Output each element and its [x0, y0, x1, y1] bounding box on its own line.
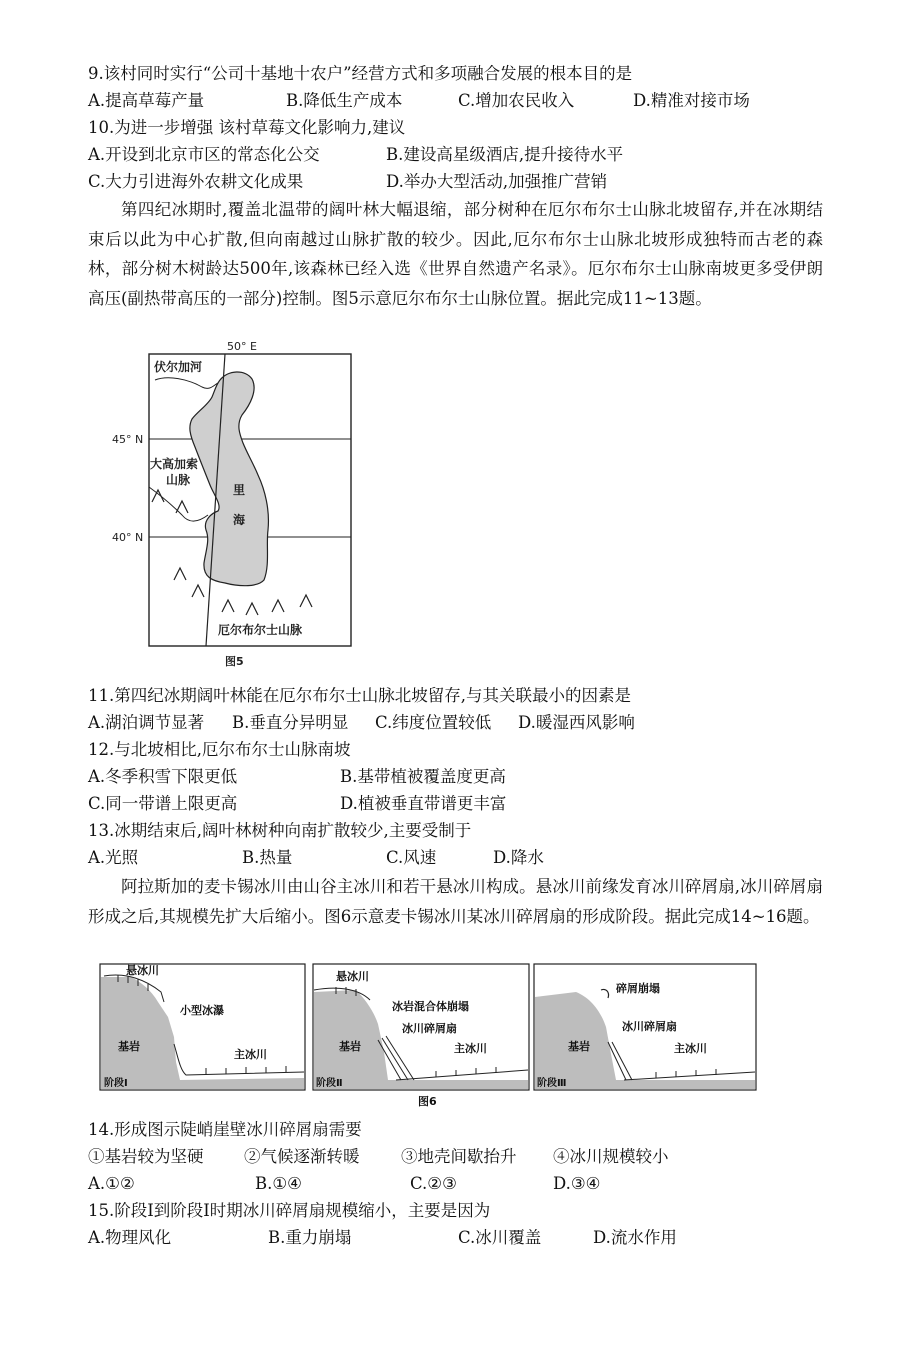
q15-stem: 15.阶段Ⅰ到阶段Ⅰ时期冰川碎屑扇规模缩小，主要是因为	[88, 1201, 491, 1220]
q14-option-a: A.①②	[88, 1174, 135, 1193]
stage-2-hanging-label: 悬冰川	[336, 970, 369, 983]
stage-2-bedrock-label: 基岩	[339, 1040, 361, 1053]
figure-6-caption: 图6	[418, 1095, 437, 1108]
caspian-label-1: 里	[233, 483, 246, 497]
q9-option-a: A.提高草莓产量	[88, 91, 205, 110]
lat-40-label: 40° N	[112, 531, 144, 544]
figure-6-stages	[96, 962, 761, 1110]
q13-option-a: A.光照	[88, 848, 139, 867]
q10-option-a: A.开设到北京市区的常态化公交	[88, 145, 320, 164]
q10-option-c: C.大力引进海外农耕文化成果	[88, 172, 304, 191]
q12-stem: 12.与北坡相比,厄尔布尔士山脉南坡	[88, 740, 351, 759]
stage-2-main-label: 主冰川	[454, 1042, 487, 1055]
q14-option-c: C.②③	[410, 1174, 457, 1193]
stage-1-hanging-label: 悬冰川	[126, 964, 159, 977]
q15-option-b: B.重力崩塌	[268, 1228, 352, 1247]
caucasus-label-1: 大高加索	[150, 457, 199, 471]
stage-3-panel	[534, 964, 756, 1090]
stage-3-main-label: 主冰川	[674, 1042, 707, 1055]
q13-option-d: D.降水	[493, 848, 544, 867]
q13-option-c: C.风速	[386, 848, 437, 867]
q14-option-b: B.①④	[255, 1174, 302, 1193]
q9-option-b: B.降低生产成本	[286, 91, 403, 110]
q15-option-d: D.流水作用	[593, 1228, 677, 1247]
q15-option-c: C.冰川覆盖	[458, 1228, 542, 1247]
stage-2-collapse-label: 冰岩混合体崩塌	[392, 1000, 469, 1013]
figure-5-caption: 图5	[225, 655, 244, 668]
q12-option-a: A.冬季积雪下限更低	[88, 767, 238, 786]
q10-stem: 10.为进一步增强 该村草莓文化影响力,建议	[88, 118, 406, 137]
q14-item-3: ③地壳间歇抬升	[401, 1147, 517, 1166]
q12-option-b: B.基带植被覆盖度更高	[340, 767, 506, 786]
stage-3-fan-label: 冰川碎屑扇	[622, 1020, 677, 1033]
lon-label: 50° E	[227, 340, 257, 353]
stage-1-panel	[100, 963, 305, 1090]
q12-option-d: D.植被垂直带谱更丰富	[340, 794, 507, 813]
q13-stem: 13.冰期结束后,阔叶林树种向南扩散较少,主要受制于	[88, 821, 472, 840]
volga-river	[155, 378, 218, 389]
q14-stem: 14.形成图示陡峭崖壁冰川碎屑扇需要	[88, 1120, 362, 1139]
stage-2-panel	[313, 964, 529, 1090]
q11-option-d: D.暖湿西风影响	[518, 713, 635, 732]
lat-45-label: 45° N	[112, 433, 144, 446]
q11-option-a: A.湖泊调节显著	[88, 713, 205, 732]
caucasus-boundary	[149, 487, 208, 521]
stage-2-label: 阶段Ⅱ	[316, 1078, 343, 1089]
q10-option-b: B.建设高星级酒店,提升接待水平	[386, 145, 624, 164]
q9-stem: 9.该村同时实行“公司十基地十农户”经营方式和多项融合发展的根本目的是	[88, 64, 633, 83]
caucasus-label-2: 山脉	[166, 473, 191, 487]
q12-option-c: C.同一带谱上限更高	[88, 794, 238, 813]
q14-item-4: ④冰川规模较小	[553, 1147, 669, 1166]
stage-3-collapse-label: 碎屑崩塌	[616, 982, 660, 995]
stage-1-bedrock-label: 基岩	[118, 1040, 140, 1053]
elburz-label: 厄尔布尔士山脉	[218, 623, 303, 637]
stage-3-bedrock-label: 基岩	[568, 1040, 590, 1053]
q13-option-b: B.热量	[242, 848, 293, 867]
passage-elburz: 第四纪冰期时,覆盖北温带的阔叶林大幅退缩，部分树种在厄尔布尔士山脉北坡留存,并在冰期结束后以此为中心扩散,但向南越过山脉扩散的较少。因此,厄尔布尔士山脉北坡形成独特而古老的森林，部分树木树龄达500年,该森林已经入选《世界自然遗产名录》。厄尔布尔士山脉南坡更多受伊朗高压(副热带高压的一部分)控制。图5示意厄尔布尔士山脉位置。据此完成11~13题。	[88, 200, 823, 308]
caspian-sea-shape	[190, 372, 269, 586]
q9-option-d: D.精准对接市场	[633, 91, 750, 110]
q14-item-1: ①基岩较为坚硬	[88, 1147, 204, 1166]
stage-1-label: 阶段Ⅰ	[104, 1078, 128, 1089]
q15-option-a: A.物理风化	[88, 1228, 172, 1247]
volga-label: 伏尔加河	[154, 360, 203, 374]
q14-item-2: ②气候逐渐转暖	[244, 1147, 360, 1166]
q9-option-c: C.增加农民收入	[458, 91, 575, 110]
stage-1-main-label: 主冰川	[234, 1048, 267, 1061]
stage-1-fall-label: 小型冰瀑	[180, 1004, 224, 1017]
q10-option-d: D.举办大型活动,加强推广营销	[386, 172, 608, 191]
passage-glacier: 阿拉斯加的麦卡锡冰川由山谷主冰川和若干悬冰川构成。悬冰川前缘发育冰川碎屑扇,冰川碎屑扇形成之后,其规模先扩大后缩小。图6示意麦卡锡冰川某冰川碎屑扇的形成阶段。据此完成14~16题。	[88, 877, 823, 926]
stage-3-label: 阶段Ⅲ	[537, 1078, 567, 1089]
q14-option-d: D.③④	[553, 1174, 601, 1193]
q11-stem: 11.第四纪冰期阔叶林能在厄尔布尔士山脉北坡留存,与其关联最小的因素是	[88, 686, 631, 705]
stage-2-fan-label: 冰川碎屑扇	[402, 1022, 457, 1035]
q11-option-c: C.纬度位置较低	[375, 713, 492, 732]
q11-option-b: B.垂直分异明显	[232, 713, 349, 732]
caspian-label-2: 海	[233, 513, 246, 527]
figure-5-map	[100, 335, 370, 675]
